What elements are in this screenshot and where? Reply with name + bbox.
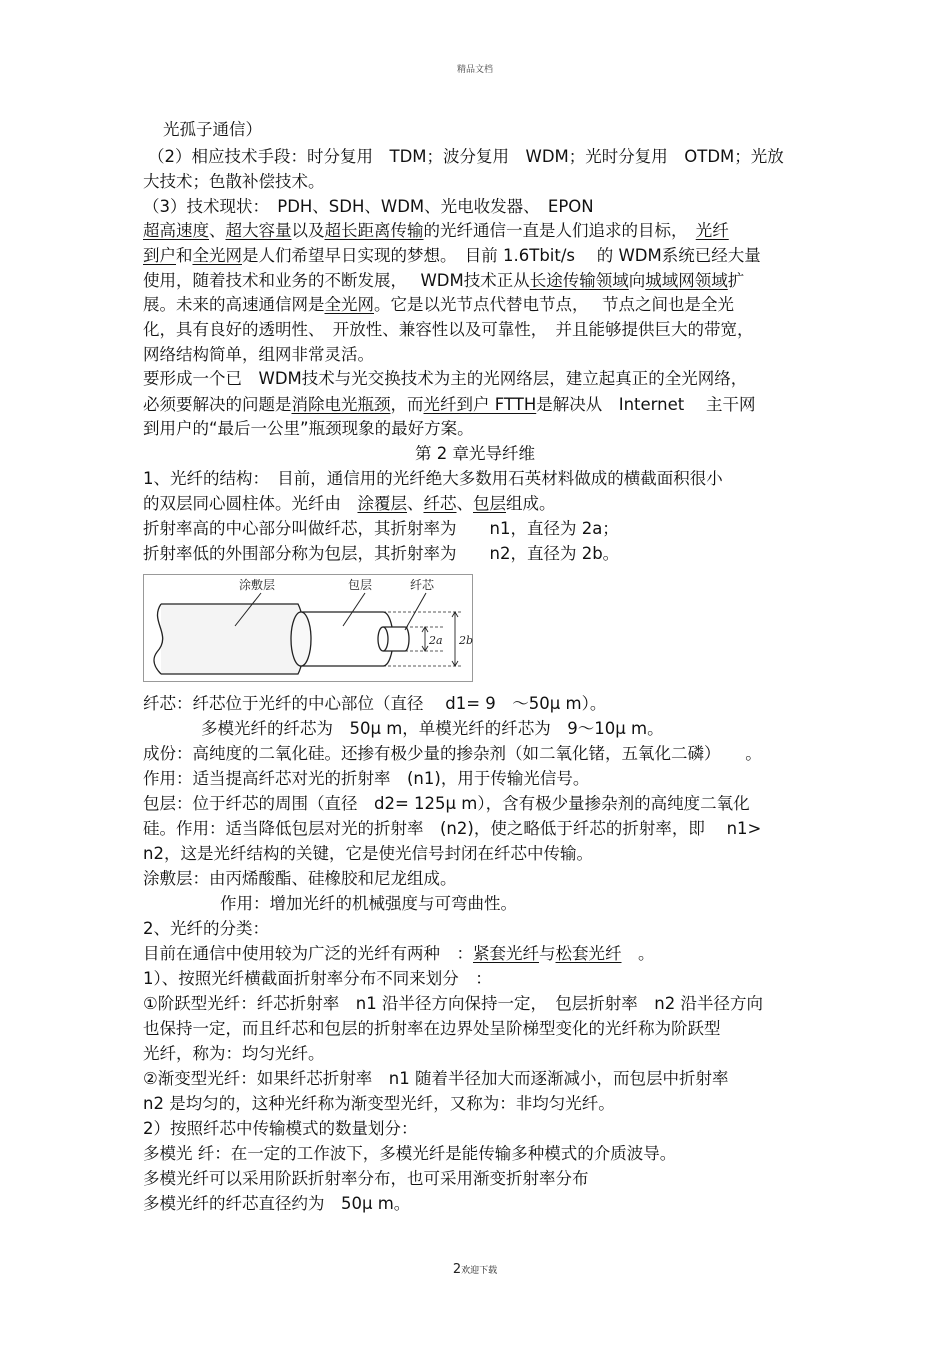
label-2a: 2a <box>429 634 443 647</box>
text-line: 硅。作用：适当降低包层对光的折射率 (n2)，使之略低于纤芯的折射率，即 n1> <box>143 819 762 838</box>
text-span: 展。未来的高速通信网是 <box>143 295 325 314</box>
text-span: 、 <box>407 494 424 513</box>
text-line: 作用：增加光纤的机械强度与可弯曲性。 <box>220 894 517 913</box>
term-underlined: 松套光纤 <box>555 944 622 963</box>
text-line: ②渐变型光纤：如果纤芯折射率 n1 随着半径加大而逐渐减小，而包层中折射率 <box>143 1069 729 1088</box>
page-footer <box>0 1262 950 1277</box>
text-line: （2）相应技术手段：时分复用 TDM；波分复用 WDM；光时分复用 OTDM；光放 <box>148 147 784 166</box>
label-cladding: 包层 <box>348 578 373 592</box>
text-line <box>143 270 744 292</box>
text-line: 化，具有良好的透明性、 开放性、兼容性以及可靠性， 并且能够提供巨大的带宽， <box>143 320 754 339</box>
text-span: 是人们希望早日实现的梦想。 目前 1.6Tbit/s 的 WDM系统已经大量 <box>242 246 761 265</box>
text-line: 1）、按照光纤横截面折射率分布不同来划分 ： <box>143 969 492 988</box>
page-number: 2 <box>452 1262 462 1277</box>
term-underlined: 包层 <box>473 494 506 513</box>
fiber-structure-diagram <box>143 574 473 682</box>
text-line: 2）按照纤芯中传输模式的数量划分： <box>143 1119 418 1138</box>
term-underlined: 长途传输领域 <box>529 271 629 290</box>
term-underlined: 全光网 <box>324 295 374 314</box>
text-span: 。它是以光节点代替电节点， 节点之间也是全光 <box>374 295 734 314</box>
text-span: 。 <box>621 944 655 963</box>
term-underlined: 纤芯 <box>423 494 457 513</box>
label-coating: 涂敷层 <box>239 578 276 592</box>
text-line: 折射率高的中心部分叫做纤芯，其折射率为 n1，直径为 2a； <box>143 519 619 538</box>
text-line <box>143 493 556 515</box>
term-underlined: 紧套光纤 <box>473 944 539 963</box>
text-span: 的光纤通信一直是人们追求的目标， <box>423 221 696 240</box>
text-line: 光纤，称为：均匀光纤。 <box>143 1044 325 1063</box>
text-line <box>143 294 734 316</box>
text-span: 与 <box>539 944 556 963</box>
footer-text: 欢迎下载 <box>461 1266 498 1276</box>
text-span: 组成。 <box>506 494 556 513</box>
term-underlined: 超长距离传输 <box>324 221 424 240</box>
text-line: 成份：高纯度的二氧化硅。还掺有极少量的掺杂剂（如二氧化锗，五氧化二磷） 。 <box>143 744 762 763</box>
text-span: 目前在通信中使用较为广泛的光纤有两种 ： <box>143 944 473 963</box>
text-span: 和 <box>176 246 193 265</box>
text-line: 到用户的“最后一公里”瓶颈现象的最好方案。 <box>143 419 474 438</box>
text-line <box>143 943 655 965</box>
text-span: 、 <box>456 494 473 513</box>
label-2b: 2b <box>459 634 473 647</box>
text-span: 的双层同心圆柱体。光纤由 <box>143 494 358 513</box>
text-span: 使用，随着技术和业务的不断发展， WDM技术正从 <box>143 271 530 290</box>
label-core: 纤芯 <box>410 578 435 592</box>
text-line: 折射率低的外围部分称为包层，其折射率为 n2，直径为 2b。 <box>143 544 620 563</box>
text-span: 扩 <box>727 271 745 290</box>
term-underlined: 超大容量 <box>225 221 292 240</box>
leader-core <box>405 593 426 630</box>
text-line <box>143 394 756 416</box>
text-line: 要形成一个已 WDM技术与光交换技术为主的光网络层，建立起真正的全光网络， <box>143 369 748 388</box>
text-line: n2 是均匀的，这种光纤称为渐变型光纤，又称为：非均匀光纤。 <box>143 1094 615 1113</box>
text-line <box>143 220 729 242</box>
page-header: 精品文档 <box>456 65 493 75</box>
text-line: 涂敷层：由丙烯酸酯、硅橡胶和尼龙组成。 <box>143 869 457 888</box>
term-underlined: 消除电光瓶颈 <box>291 395 391 414</box>
text-line: 纤芯：纤芯位于光纤的中心部位（直径 d1= 9 ～50μ m）。 <box>143 694 607 713</box>
term-underlined: 到户 <box>143 246 176 265</box>
coating-layer <box>161 604 304 674</box>
text-line: 包层：位于纤芯的周围（直径 d2= 125μ m），含有极少量掺杂剂的高纯度二氧化 <box>143 794 750 813</box>
text-line: 多模光纤的纤芯直径约为 50μ m。 <box>143 1194 411 1213</box>
cladding-end-face <box>291 612 311 666</box>
text-line: 大技术；色散补偿技术。 <box>143 172 325 191</box>
text-line: 光孤子通信） <box>163 120 262 139</box>
text-span: 、 <box>209 221 226 240</box>
text-span: 必须要解决的问题是 <box>143 395 292 414</box>
text-span: ，而 <box>390 395 424 414</box>
chapter-title: 第 2 章光导纤维 <box>415 444 535 463</box>
text-line: n2，这是光纤结构的关键，它是使光信号封闭在纤芯中传输。 <box>143 844 593 863</box>
text-line: 网络结构简单，组网非常灵活。 <box>143 345 374 364</box>
text-line: 多模光 纤：在一定的工作波下，多模光纤是能传输多种模式的介质波导。 <box>143 1144 677 1163</box>
term-underlined: 全光网 <box>192 246 242 265</box>
text-line <box>143 245 761 267</box>
text-line: 多模光纤可以采用阶跃折射率分布，也可采用渐变折射率分布 <box>143 1169 589 1188</box>
term-underlined: 城域网领域 <box>645 271 728 290</box>
term-underlined: 涂覆层 <box>357 494 407 513</box>
text-span: 以及 <box>291 221 325 240</box>
term-underlined: 光纤到户 FTTH <box>423 395 537 414</box>
text-line: 多模光纤的纤芯为 50μ m，单模光纤的纤芯为 9～10μ m。 <box>201 719 664 738</box>
text-line: （3）技术现状： PDH、SDH、WDM、光电收发器、 EPON <box>143 197 594 216</box>
text-line: ①阶跃型光纤：纤芯折射率 n1 沿半径方向保持一定， 包层折射率 n2 沿半径方向 <box>143 994 763 1013</box>
text-line: 1、光纤的结构： 目前，通信用的光纤绝大多数用石英材料做成的横截面积很小 <box>143 469 723 488</box>
text-span: 是解决从 Internet 主干网 <box>536 395 756 414</box>
text-line: 2、光纤的分类： <box>143 919 269 938</box>
term-underlined: 超高速度 <box>143 221 209 240</box>
core-end-face <box>378 627 388 651</box>
text-line: 作用：适当提高纤芯对光的折射率 (n1)，用于传输光信号。 <box>143 769 590 788</box>
text-line: 也保持一定，而且纤芯和包层的折射率在边界处呈阶梯型变化的光纤称为阶跃型 <box>143 1019 721 1038</box>
text-span: 向 <box>628 271 646 290</box>
term-underlined: 光纤 <box>695 221 729 240</box>
